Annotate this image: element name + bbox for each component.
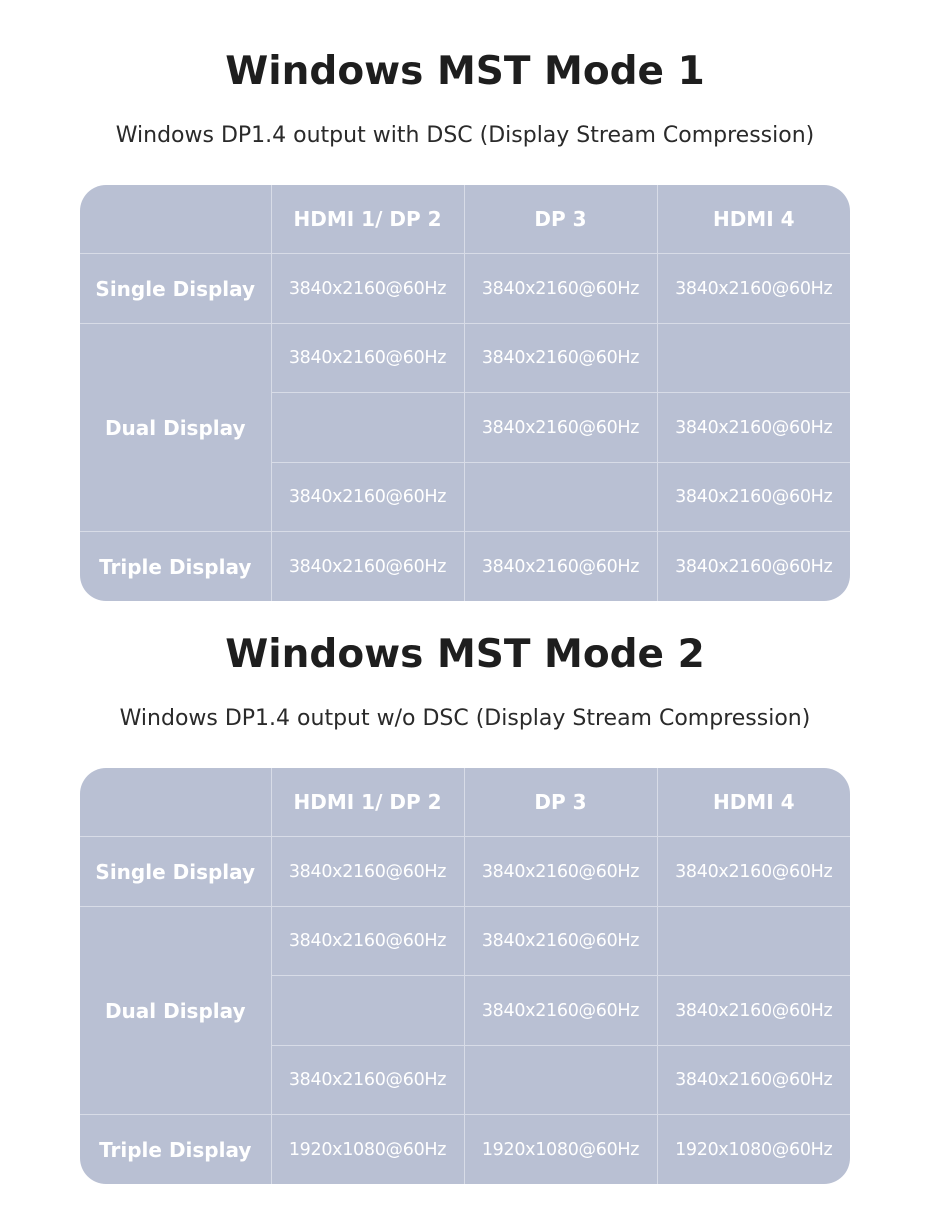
resolution-cell: 3840x2160@60Hz [464, 837, 657, 907]
resolution-cell: 1920x1080@60Hz [657, 1115, 850, 1184]
resolution-cell [657, 323, 850, 393]
column-header-hdmi1-dp2: HDMI 1/ DP 2 [271, 185, 464, 254]
table-row [80, 906, 850, 976]
column-header-dp3: DP 3 [464, 768, 657, 837]
resolution-cell: 3840x2160@60Hz [464, 254, 657, 324]
resolution-cell: 3840x2160@60Hz [271, 837, 464, 907]
resolution-cell: 3840x2160@60Hz [271, 906, 464, 976]
row-label-triple-display: Triple Display [80, 532, 271, 601]
resolution-cell: 3840x2160@60Hz [271, 462, 464, 532]
column-header-hdmi4: HDMI 4 [657, 768, 850, 837]
resolution-cell: 3840x2160@60Hz [657, 837, 850, 907]
corner-cell [80, 185, 271, 254]
row-label-dual-display: Dual Display [80, 906, 271, 1115]
row-label-dual-display: Dual Display [80, 323, 271, 532]
resolution-cell: 3840x2160@60Hz [271, 1045, 464, 1115]
corner-cell [80, 768, 271, 837]
table-row [80, 323, 850, 393]
resolution-cell [271, 393, 464, 463]
column-header-hdmi4: HDMI 4 [657, 185, 850, 254]
header-row [80, 768, 850, 837]
resolution-cell: 3840x2160@60Hz [657, 1045, 850, 1115]
section-title: Windows MST Mode 1 [225, 49, 705, 94]
resolution-cell: 3840x2160@60Hz [271, 532, 464, 601]
resolution-cell: 3840x2160@60Hz [657, 393, 850, 463]
table-row [80, 837, 850, 907]
row-label-triple-display: Triple Display [80, 1115, 271, 1184]
resolution-cell: 3840x2160@60Hz [271, 254, 464, 324]
resolution-cell: 3840x2160@60Hz [464, 976, 657, 1046]
resolution-cell: 1920x1080@60Hz [464, 1115, 657, 1184]
table-row [80, 532, 850, 601]
column-header-hdmi1-dp2: HDMI 1/ DP 2 [271, 768, 464, 837]
table-row [80, 1115, 850, 1184]
resolution-cell: 3840x2160@60Hz [271, 323, 464, 393]
resolution-table [80, 768, 850, 1184]
table-row [80, 254, 850, 324]
resolution-cell: 3840x2160@60Hz [464, 906, 657, 976]
section-subtitle: Windows DP1.4 output w/o DSC (Display Stream Compression) [119, 706, 811, 731]
section-title: Windows MST Mode 2 [225, 632, 705, 677]
row-label-single-display: Single Display [80, 837, 271, 907]
resolution-cell [464, 462, 657, 532]
resolution-cell: 3840x2160@60Hz [657, 462, 850, 532]
resolution-cell [657, 906, 850, 976]
resolution-table [80, 185, 850, 601]
resolution-cell [271, 976, 464, 1046]
resolution-cell: 3840x2160@60Hz [464, 323, 657, 393]
resolution-cell: 3840x2160@60Hz [657, 254, 850, 324]
column-header-dp3: DP 3 [464, 185, 657, 254]
header-row [80, 185, 850, 254]
resolution-cell: 3840x2160@60Hz [657, 976, 850, 1046]
resolution-cell: 1920x1080@60Hz [271, 1115, 464, 1184]
resolution-cell: 3840x2160@60Hz [464, 393, 657, 463]
resolution-cell [464, 1045, 657, 1115]
row-label-single-display: Single Display [80, 254, 271, 324]
resolution-cell: 3840x2160@60Hz [657, 532, 850, 601]
resolution-cell: 3840x2160@60Hz [464, 532, 657, 601]
section-subtitle: Windows DP1.4 output with DSC (Display Stream Compression) [115, 123, 815, 148]
